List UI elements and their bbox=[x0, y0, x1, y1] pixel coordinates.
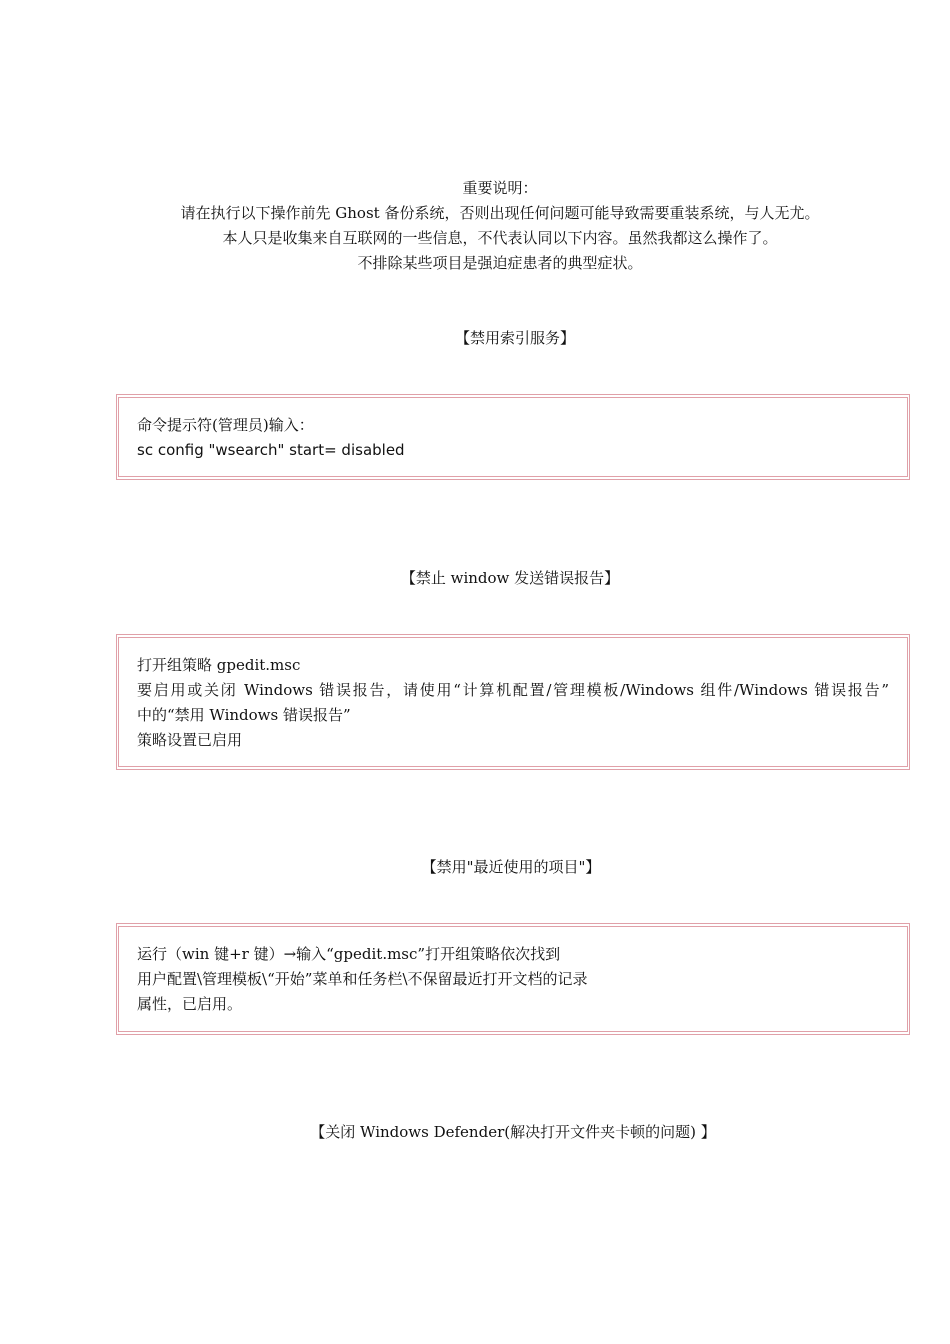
notice-line-backup: 请在执行以下操作前先 Ghost 备份系统，否则出现任何问题可能导致需要重装系统，与人无尤。 bbox=[180, 204, 820, 222]
command-line: sc config "wsearch" start= disabled bbox=[137, 441, 405, 459]
instruction-line: 中的“禁用 Windows 错误报告” bbox=[137, 706, 351, 724]
instruction-line: 属性，已启用。 bbox=[137, 995, 243, 1013]
instruction-line: 命令提示符(管理员)输入： bbox=[137, 416, 314, 434]
instruction-line: 策略设置已启用 bbox=[137, 731, 243, 749]
instruction-line: 要启用或关闭 Windows 错误报告，请使用“计算机配置/管理模板/Windows 组件/Windows 错误报告” bbox=[137, 681, 889, 699]
instruction-box-disable-recent-items bbox=[116, 923, 910, 1035]
instruction-line: 用户配置\管理模板\“开始”菜单和任务栏\不保留最近打开文档的记录 bbox=[137, 970, 588, 988]
notice-line-disclaimer: 本人只是收集来自互联网的一些信息，不代表认同以下内容。虽然我都这么操作了。 bbox=[222, 229, 778, 247]
section-heading-disable-indexing: 【禁用索引服务】 bbox=[454, 329, 575, 347]
section-heading-disable-error-reporting: 【禁止 window 发送错误报告】 bbox=[400, 569, 620, 587]
section-heading-disable-recent-items: 【禁用"最近使用的项目"】 bbox=[421, 858, 601, 876]
instruction-box-disable-indexing bbox=[116, 394, 910, 480]
instruction-box-disable-error-reporting bbox=[116, 634, 910, 770]
section-heading-disable-defender: 【关闭 Windows Defender(解决打开文件夹卡顿的问题) 】 bbox=[310, 1123, 716, 1141]
instruction-line: 打开组策略 gpedit.msc bbox=[137, 656, 301, 674]
important-notice bbox=[0, 176, 950, 276]
instruction-line: 运行（win 键+r 键）→输入“gpedit.msc”打开组策略依次找到 bbox=[137, 945, 561, 963]
notice-line-ocd: 不排除某些项目是强迫症患者的典型症状。 bbox=[357, 254, 643, 272]
notice-title: 重要说明： bbox=[462, 179, 538, 197]
